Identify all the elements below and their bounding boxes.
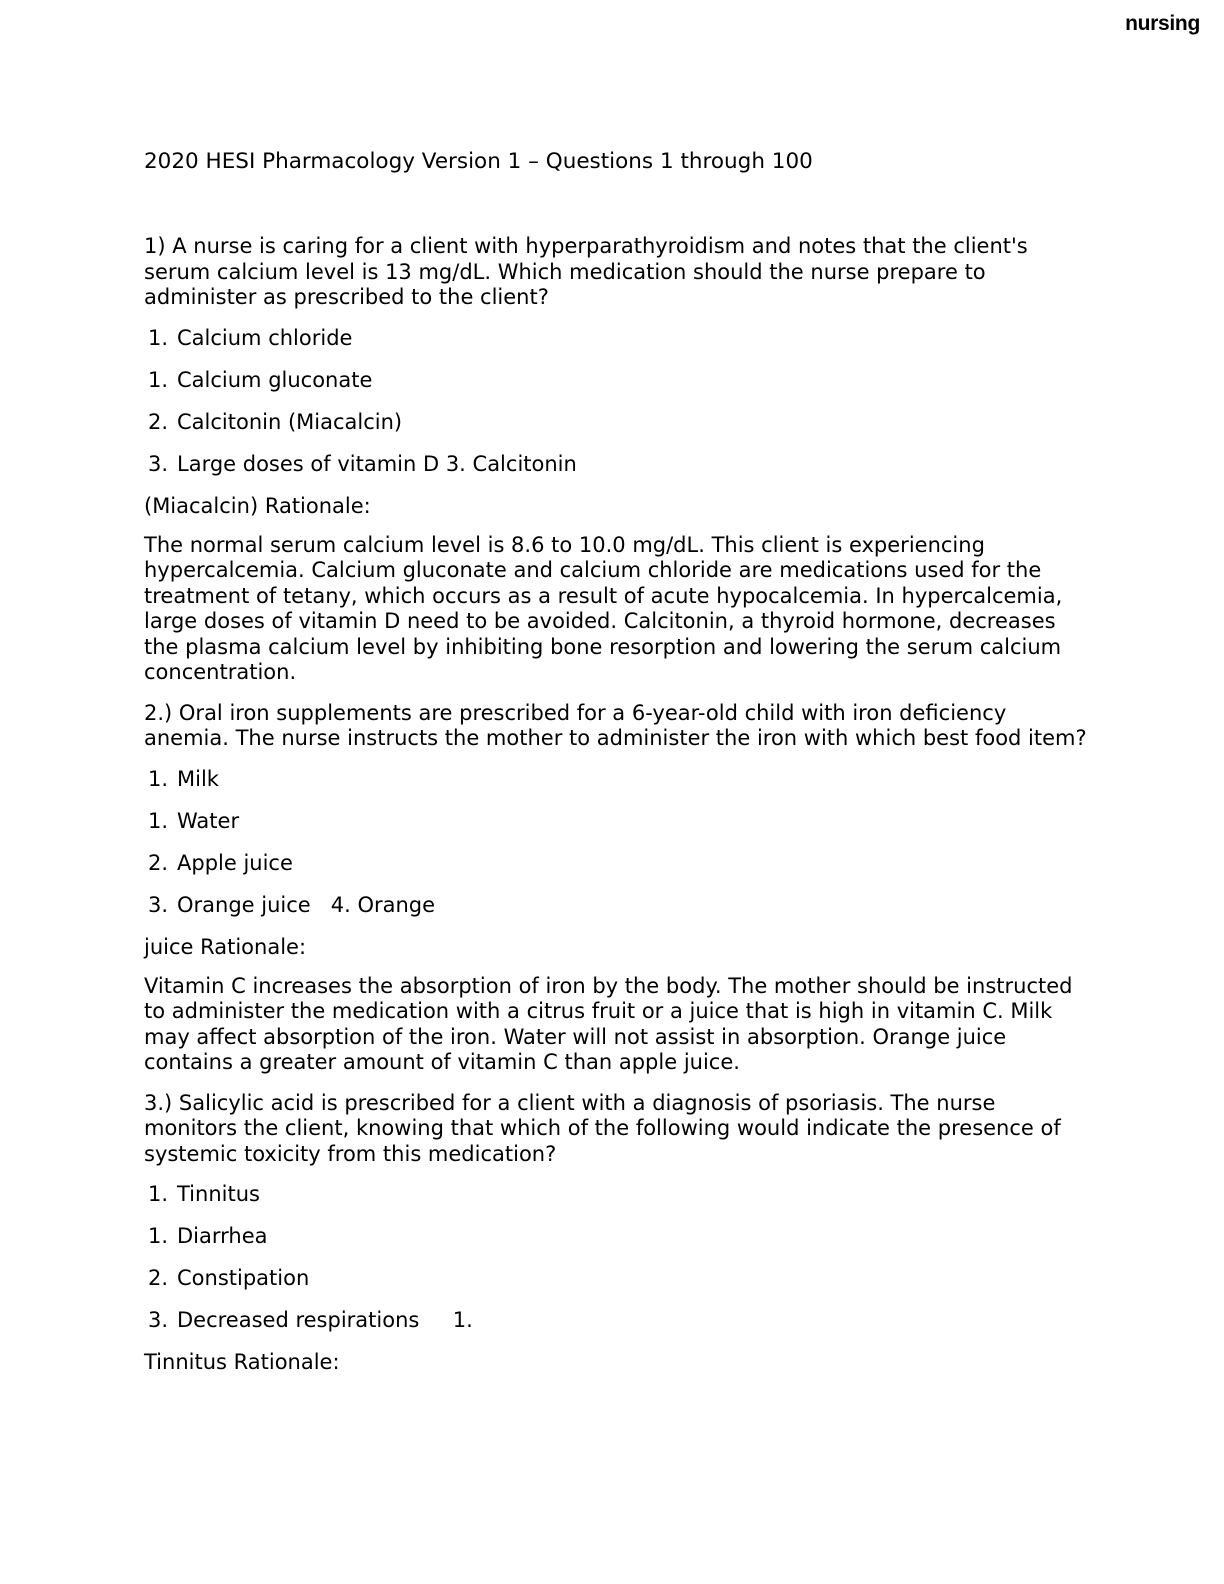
answer-line: Tinnitus Rationale:: [144, 1350, 340, 1374]
answer-options: [144, 766, 1094, 918]
option-number: 3.: [148, 892, 169, 917]
answer-option: [144, 325, 1094, 351]
option-text: Water: [177, 808, 240, 833]
document-title: 2020 HESI Pharmacology Version 1 – Questions 1 through 100: [144, 149, 813, 174]
option-number: 3.: [148, 1308, 169, 1332]
answer-option: [144, 1223, 1094, 1249]
answer-option: [144, 451, 1094, 477]
option-number: 1.: [148, 766, 169, 791]
question-3: [144, 1091, 1094, 1376]
question-stem: 3.) Salicylic acid is prescribed for a client with a diagnosis of psoriasis. The nurse monitors the client, knowing that which of the following would indicate the presence of systemic toxicity from this medication?: [144, 1090, 1061, 1166]
answer-option: [144, 766, 1094, 792]
option-text: Constipation: [177, 1266, 310, 1290]
option-text: Calcium gluconate: [177, 367, 373, 392]
document-body: [144, 147, 1094, 1389]
rationale-text: Vitamin C increases the absorption of iron by the body. The mother should be instructed to administer the medication with a citrus fruit or a juice that is high in vitamin C. Milk may affect absorption of the iron. Water will not assist in absorption. Orange juice contains a greater amount of vitamin C than apple juice.: [144, 973, 1073, 1074]
option-text: Diarrhea: [177, 1224, 268, 1248]
answer-option: [144, 1307, 1094, 1333]
option-text: Large doses of vitamin D 3. Calcitonin: [177, 451, 577, 476]
option-text: Tinnitus: [177, 1182, 260, 1206]
question-stem: 1) A nurse is caring for a client with hyperparathyroidism and notes that the client's serum calcium level is 13 mg/dL. Which medication should the nurse prepare to administer as prescribed to the client?: [144, 234, 1028, 309]
answer-option: [144, 409, 1094, 435]
option-text: Milk: [177, 766, 219, 791]
option-text: Calcium chloride: [177, 325, 353, 350]
question-stem: 2.) Oral iron supplements are prescribed for a 6-year-old child with iron deficiency anemia. The nurse instructs the mother to administer the iron with which best food item?: [144, 700, 1087, 750]
option-number: 1.: [148, 367, 169, 392]
rationale-text: The normal serum calcium level is 8.6 to 10.0 mg/dL. This client is experiencing hypercalcemia. Calcium gluconate and calcium chloride are medications used for the treatment of tetany, which occurs as a result of acute hypocalcemia. In hypercalcemia, large doses of vitamin D need to be avoided. Calcitonin, a thyroid hormone, decreases the plasma calcium level by inhibiting bone resorption and lowering the serum calcium concentration.: [144, 532, 1063, 684]
answer-option: [144, 850, 1094, 876]
answer-options: [144, 325, 1094, 477]
answer-line: (Miacalcin) Rationale:: [144, 493, 371, 518]
option-number: 1.: [148, 1224, 169, 1248]
answer-line: juice Rationale:: [144, 934, 307, 959]
answer-option: [144, 1181, 1094, 1207]
question-1: [144, 234, 1094, 686]
option-number: 2.: [148, 850, 169, 875]
option-number: 2.: [148, 409, 169, 434]
option-number: 3.: [148, 451, 169, 476]
option-text: Decreased respirations 1.: [177, 1308, 473, 1332]
answer-option: [144, 1265, 1094, 1291]
watermark-label: nursing: [1125, 12, 1200, 35]
question-2: [144, 701, 1094, 1076]
answer-option: [144, 808, 1094, 834]
option-text: Orange juice 4. Orange: [177, 892, 436, 917]
option-number: 2.: [148, 1266, 169, 1290]
option-number: 1.: [148, 325, 169, 350]
option-number: 1.: [148, 1182, 169, 1206]
option-number: 1.: [148, 808, 169, 833]
option-text: Calcitonin (Miacalcin): [177, 409, 403, 434]
answer-options: [144, 1181, 1094, 1333]
option-text: Apple juice: [177, 850, 293, 875]
answer-option: [144, 367, 1094, 393]
answer-option: [144, 892, 1094, 918]
